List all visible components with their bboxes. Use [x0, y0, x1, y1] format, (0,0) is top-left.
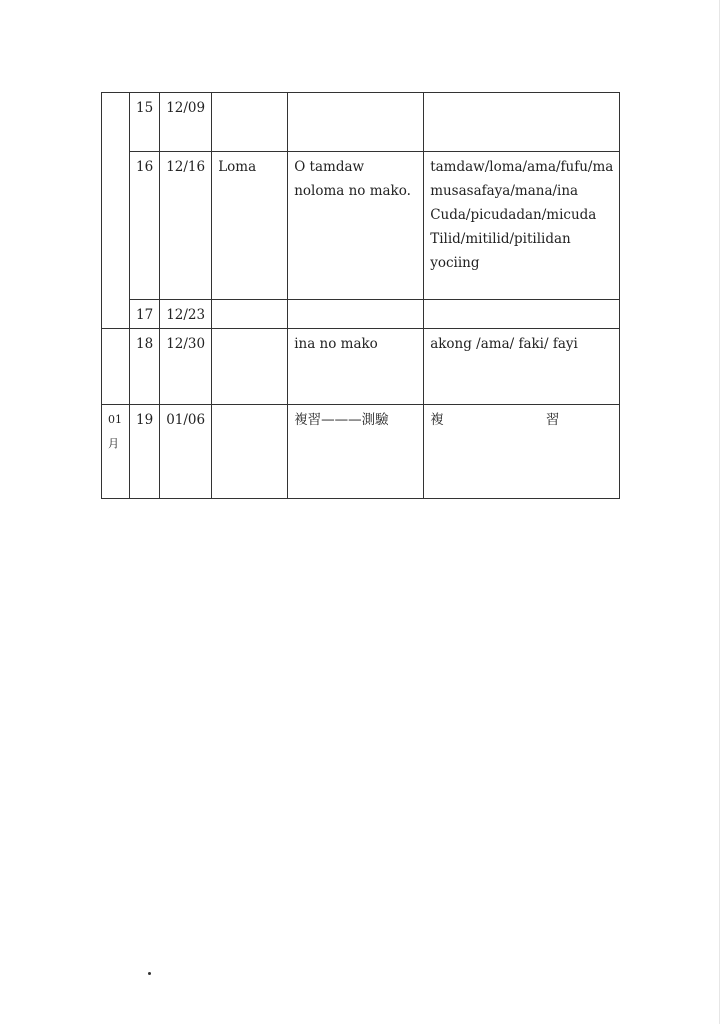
week-cell: 19 — [130, 405, 160, 499]
month-cell — [102, 405, 130, 499]
sentence-cell: 複習———測驗 — [288, 405, 424, 499]
stray-mark — [148, 972, 151, 975]
topic-cell — [212, 300, 288, 329]
vocab-cell — [424, 93, 620, 152]
vocab-cell — [424, 405, 620, 499]
date-cell: 12/16 — [160, 152, 212, 300]
sentence-cell: O tamdaw noloma no mako. — [288, 152, 424, 300]
vocab-cell — [424, 300, 620, 329]
table-row — [102, 405, 620, 499]
table-row — [102, 93, 620, 152]
vocab-cell — [424, 152, 620, 300]
table-row — [102, 329, 620, 405]
vocab-line: tamdaw/loma/ama/fufu/ma — [430, 159, 614, 175]
sentence-cell — [288, 300, 424, 329]
vocab-line: Cuda/picudadan/micuda — [430, 207, 597, 223]
schedule-table — [101, 92, 620, 499]
topic-cell — [212, 329, 288, 405]
date-cell: 01/06 — [160, 405, 212, 499]
date-cell: 12/23 — [160, 300, 212, 329]
vocab-line: yociing — [430, 255, 480, 271]
table-row — [102, 300, 620, 329]
vocab-line: Tilid/mitilid/pitilidan — [430, 231, 571, 247]
table-row — [102, 152, 620, 300]
topic-cell: Loma — [212, 152, 288, 300]
sentence-cell: ina no mako — [288, 329, 424, 405]
vocab-review-char: 習 — [545, 412, 560, 428]
topic-cell — [212, 93, 288, 152]
week-cell: 16 — [130, 152, 160, 300]
sentence-cell — [288, 93, 424, 152]
vocab-line: musasafaya/mana/ina — [430, 183, 579, 199]
month-cell-empty — [102, 329, 130, 405]
week-cell: 15 — [130, 93, 160, 152]
month-cell-empty — [102, 93, 130, 329]
date-cell: 12/09 — [160, 93, 212, 152]
week-cell: 18 — [130, 329, 160, 405]
vocab-cell: akong /ama/ faki/ fayi — [424, 329, 620, 405]
vocab-review-char: 複 — [430, 412, 444, 428]
month-char: 月 — [108, 437, 119, 450]
scan-edge — [719, 0, 720, 1024]
topic-cell — [212, 405, 288, 499]
date-cell: 12/30 — [160, 329, 212, 405]
week-cell: 17 — [130, 300, 160, 329]
month-number: 01 — [108, 413, 122, 426]
